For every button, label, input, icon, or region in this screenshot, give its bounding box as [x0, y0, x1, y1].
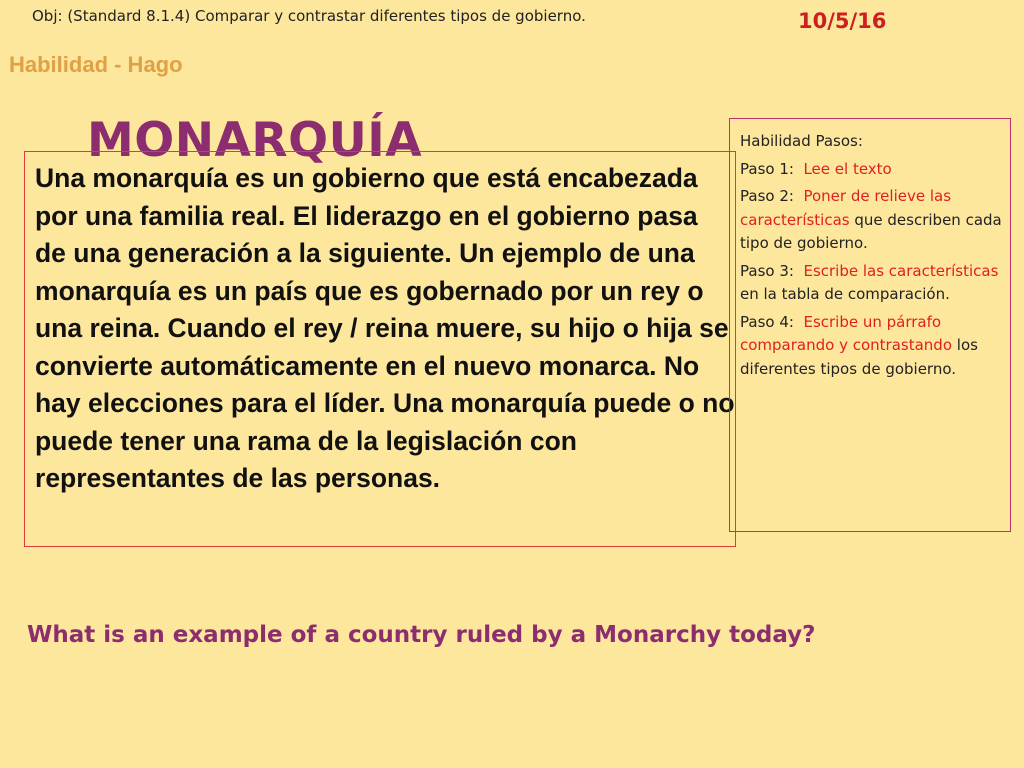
- step-1-label: Paso 1:: [740, 159, 794, 178]
- page-title: MONARQUÍA: [87, 113, 423, 169]
- step-4-label: Paso 4:: [740, 312, 794, 331]
- step-3-highlight: Escribe las características: [803, 261, 999, 280]
- step-2-rest: que describen cada tipo de gobierno.: [740, 210, 1002, 252]
- step-3-label: Paso 3:: [740, 261, 794, 280]
- step-2: [740, 185, 1006, 256]
- objective-text: Obj: (Standard 8.1.4) Comparar y contrastar diferentes tipos de gobierno.: [32, 7, 586, 25]
- steps-heading: Habilidad Pasos:: [740, 132, 863, 150]
- main-paragraph: Una monarquía es un gobierno que está encabezada por una familia real. El liderazgo en el gobierno pasa de una generación a la siguiente. Un ejemplo de una monarquía es un país que es gobernado por un rey o una reina. Cuando el rey / reina muere, su hijo o hija se convierte automáticamente en el nuevo monarca. No hay elecciones para el líder. Una monarquía puede o no puede tener una rama de la legislación con representantes de las personas.: [35, 163, 735, 493]
- step-1: [740, 158, 1006, 182]
- date-label: 10/5/16: [798, 9, 887, 33]
- skill-label: Habilidad - Hago: [9, 52, 183, 77]
- step-1-highlight: Lee el texto: [803, 159, 892, 178]
- step-4: [740, 311, 1006, 382]
- step-4-rest: los diferentes tipos de gobierno.: [740, 336, 978, 378]
- step-2-highlight: Poner de relieve las características: [740, 187, 952, 229]
- step-4-highlight: Escribe un párrafo comparando y contrastando: [740, 312, 952, 354]
- question-text: What is an example of a country ruled by a Monarchy today?: [27, 622, 816, 648]
- step-3-rest: en la tabla de comparación.: [740, 285, 950, 303]
- step-2-label: Paso 2:: [740, 187, 794, 205]
- step-3: [740, 260, 1006, 307]
- steps-panel: [740, 130, 1006, 385]
